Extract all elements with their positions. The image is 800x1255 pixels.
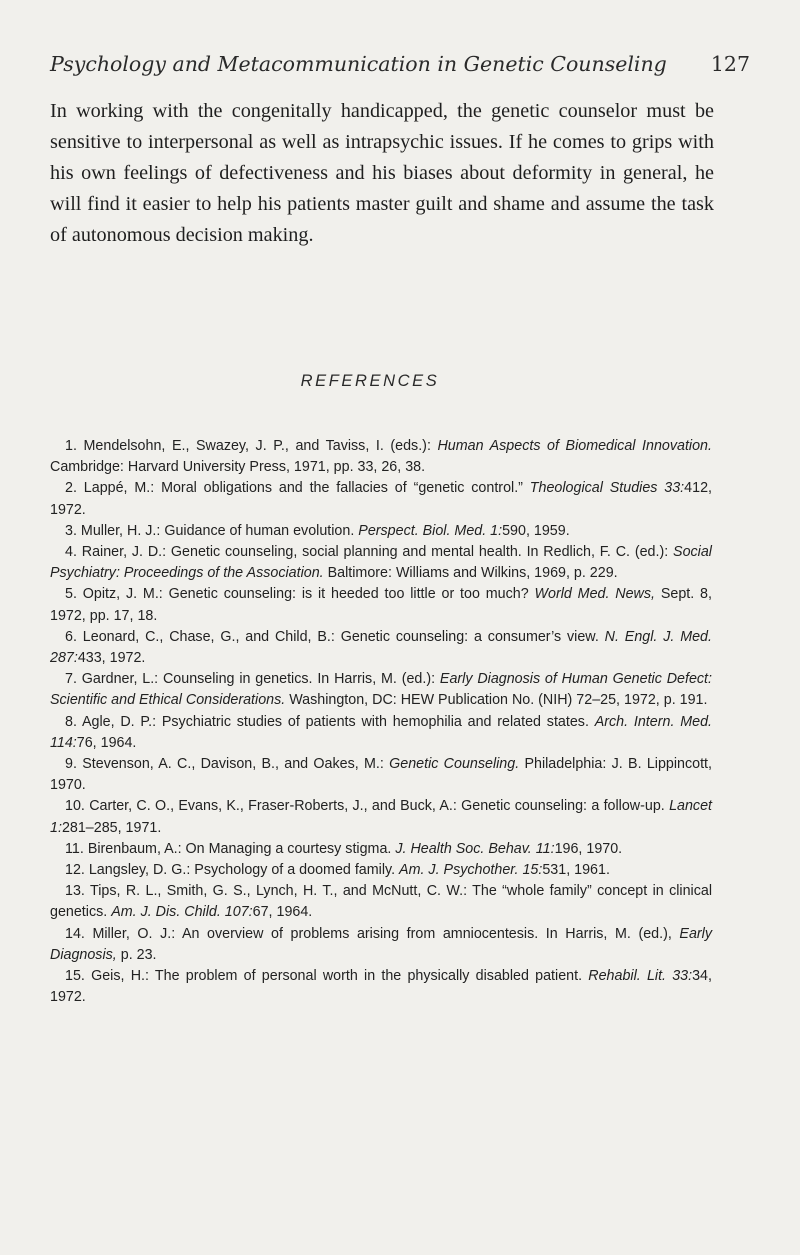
reference-item: 8. Agle, D. P.: Psychiatric studies of patients with hemophilia and related states. Arch. Intern. Med. 114:76, 1964.: [50, 713, 712, 751]
running-head-title: Psychology and Metacommunication in Genetic Counseling: [50, 52, 667, 76]
running-head: [50, 52, 750, 86]
body-paragraph: In working with the congenitally handicapped, the genetic counselor must be sensitive to interpersonal as well as intrapsychic issues. If he comes to grips with his own feelings of defectiveness and his biases about deformity in general, he will find it easier to help his patients master guilt and shame and assume the task of autonomous decision making.: [50, 100, 714, 246]
reference-item: 3. Muller, H. J.: Guidance of human evolution. Perspect. Biol. Med. 1:590, 1959.: [65, 522, 570, 539]
reference-item: 10. Carter, C. O., Evans, K., Fraser-Roberts, J., and Buck, A.: Genetic counseling: a follow-up. Lancet 1:281–285, 1971.: [50, 798, 712, 836]
reference-item: 13. Tips, R. L., Smith, G. S., Lynch, H. T., and McNutt, C. W.: The “whole family” concept in clinical genetics. Am. J. Dis. Child. 107:67, 1964.: [50, 883, 712, 921]
reference-item: 12. Langsley, D. G.: Psychology of a doomed family. Am. J. Psychother. 15:531, 1961.: [65, 862, 610, 879]
reference-item: 1. Mendelsohn, E., Swazey, J. P., and Taviss, I. (eds.): Human Aspects of Biomedical Innovation. Cambridge: Harvard University Press, 1971, pp. 33, 26, 38.: [50, 438, 712, 476]
reference-item: 9. Stevenson, A. C., Davison, B., and Oakes, M.: Genetic Counseling. Philadelphia: J. B. Lippincott, 1970.: [50, 756, 712, 794]
reference-item: 6. Leonard, C., Chase, G., and Child, B.: Genetic counseling: a consumer’s view. N. Engl. J. Med. 287:433, 1972.: [50, 628, 712, 667]
reference-item: 14. Miller, O. J.: An overview of problems arising from amniocentesis. In Harris, M. (ed.), Early Diagnosis, p. 23.: [50, 925, 712, 963]
reference-list: [50, 436, 712, 1008]
page-number: 127: [710, 52, 750, 76]
reference-item: 15. Geis, H.: The problem of personal worth in the physically disabled patient. Rehabil. Lit. 33:34, 1972.: [50, 968, 712, 1006]
reference-item: 2. Lappé, M.: Moral obligations and the fallacies of “genetic control.” Theological Studies 33:412, 1972.: [50, 480, 712, 518]
references-heading: REFERENCES: [300, 372, 440, 390]
reference-item: 5. Opitz, J. M.: Genetic counseling: is it heeded too little or too much? World Med. News, Sept. 8, 1972, pp. 17, 18.: [50, 586, 712, 624]
reference-item: 7. Gardner, L.: Counseling in genetics. In Harris, M. (ed.): Early Diagnosis of Human Genetic Defect: Scientific and Ethical Considerations. Washington, DC: HEW Publication No. (NIH) 72–25, 1972, p. 191.: [50, 671, 712, 709]
reference-item: 4. Rainer, J. D.: Genetic counseling, social planning and mental health. In Redlich, F. C. (ed.): Social Psychiatry: Proceedings of the Association. Baltimore: Williams and Wilkins, 1969, p. 229.: [50, 544, 712, 582]
reference-item: 11. Birenbaum, A.: On Managing a courtesy stigma. J. Health Soc. Behav. 11:196, 1970.: [65, 840, 623, 857]
